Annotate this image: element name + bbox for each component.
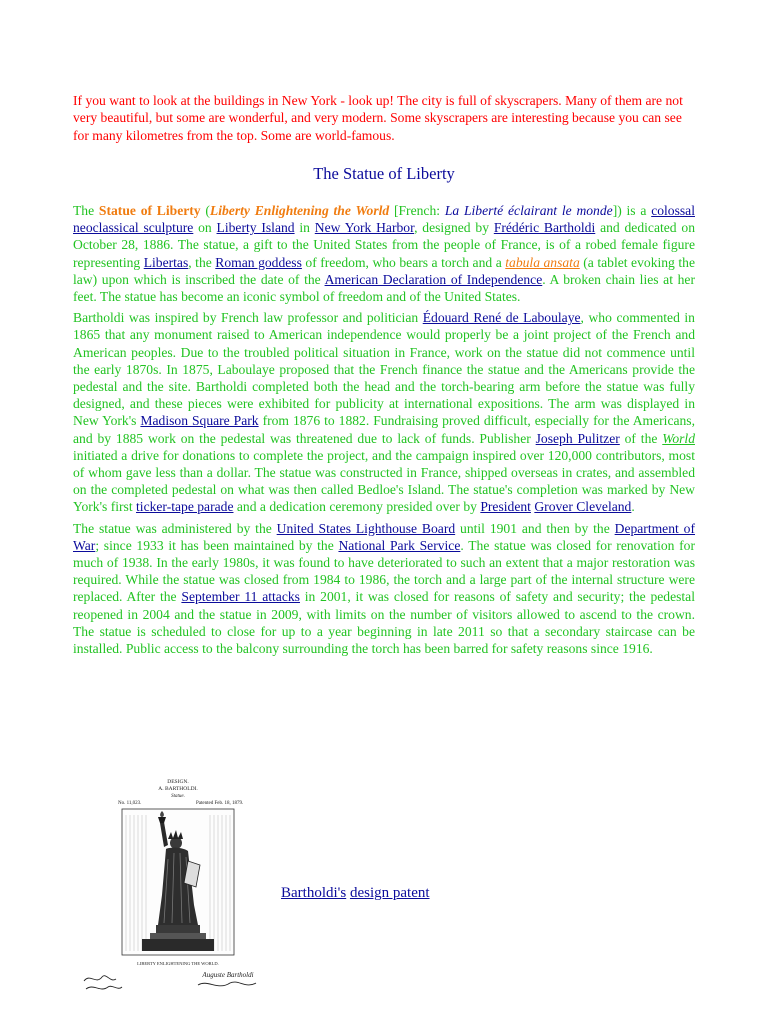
text: ]) is a — [612, 202, 652, 218]
text: . A broken chain lies at her feet. The statue has become an iconic symbol of freedom and of the United States. — [73, 271, 695, 304]
text: . The statue was closed for renovation for much of 1938. In the early 1980s, it was found to have deteriorated to such an extent that a major restoration was required. While the statue was closed from 1984 to 1986, the torch and a large part of the internal structure were replaced. After the — [73, 537, 695, 605]
attorney-signature — [198, 982, 256, 986]
paragraph-1 — [73, 202, 695, 305]
text: until 1901 and then by the — [455, 520, 615, 536]
paragraph-3 — [73, 520, 695, 658]
text: on — [193, 220, 217, 236]
image-caption — [281, 885, 430, 902]
text: ( — [200, 202, 210, 218]
french-name: La Liberté éclairant le monde — [444, 202, 613, 218]
link-lighthouse-board[interactable]: United States Lighthouse Board — [276, 520, 456, 536]
patent-header-1: DESIGN. — [167, 779, 189, 785]
page-title: The Statue of Liberty — [313, 163, 455, 183]
text: , who commented in 1865 that any monument raised to American independence would properly be a joint project of the French and American peoples. Due to the troubled political situation in France, work on the statue did not commence until the early 1870s. In 1875, Laboulaye proposed that the French finance the statue and the Americans provide the pedestal and the site. Bartholdi completed both the head and the torch-bearing arm before the statue was fully designed, and these pieces were exhibited for publicity at international expositions. The arm was displayed in New York's — [73, 310, 695, 429]
text: in 2001, it was closed for reasons of safety and security; the pedestal reopened in 2004 and the statue in 2009, with limits on the number of visitors allowed to ascend to the crown. The statue is scheduled to close for up to a year beginning in late 2011 so that a secondary staircase can be installed. Public access to the balcony surrounding the torch has been barred for safety reasons since 1916. — [73, 589, 695, 656]
text: [French: — [389, 202, 445, 218]
text: The — [73, 202, 99, 218]
text: and a dedication ceremony presided over by — [233, 499, 481, 515]
text: The statue was administered by the — [73, 520, 277, 536]
text: , the — [188, 254, 216, 270]
link-laboulaye[interactable]: Édouard René de Laboulaye — [422, 310, 581, 326]
patent-header-2: A. BARTHOLDI. — [158, 786, 198, 792]
link-libertas[interactable]: Libertas — [143, 254, 189, 270]
alt-name-bold-italic: Liberty Enlightening the World — [209, 202, 390, 218]
link-roman-goddess[interactable]: Roman goddess — [215, 254, 302, 270]
link-ticker-tape-parade[interactable]: ticker-tape parade — [136, 499, 234, 515]
patent-header-3: Statue. — [171, 794, 185, 799]
link-design-patent[interactable]: design patent — [349, 885, 430, 901]
link-declaration-of-independence[interactable]: American Declaration of Independence — [324, 271, 543, 287]
link-president[interactable]: President — [480, 499, 531, 515]
link-joseph-pulitzer[interactable]: Joseph Pulitzer — [535, 430, 620, 446]
link-frederic-bartholdi[interactable]: Frédéric Bartholdi — [493, 220, 596, 236]
text: Bartholdi was inspired by French law professor and politician — [73, 310, 423, 326]
paragraph-2 — [73, 309, 695, 515]
patent-date: Patented Feb. 18, 1879. — [196, 801, 244, 806]
patent-number: No. 11,023. — [118, 801, 142, 806]
text: , designed by — [414, 220, 494, 236]
witness-signatures — [84, 976, 122, 989]
link-world[interactable]: World — [662, 430, 695, 446]
text: (a tablet evoking the law) upon which is inscribed the date of the — [73, 254, 695, 287]
link-grover-cleveland[interactable]: Grover Cleveland — [534, 499, 632, 515]
text: of the — [619, 430, 663, 446]
patent-bottom-label: LIBERTY ENLIGHTENING THE WORLD. — [137, 961, 219, 966]
text: of freedom, who bears a torch and a — [301, 254, 506, 270]
intro-paragraph: If you want to look at the buildings in New York - look up! The city is full of skyscrapers. Many of them are not very beautiful, but some are wonderful, and very modern. Some skyscrapers are interesting because you can see for many kilometres from the top. Some are world-famous. — [73, 93, 683, 143]
link-colossal[interactable]: colossal — [651, 202, 695, 218]
link-department-of-war[interactable]: Department of War — [73, 520, 695, 553]
article — [73, 92, 695, 657]
text: and dedicated on October 28, 1886. The statue, a gift to the United States from the people of France, is of a robed female figure representing — [73, 220, 695, 270]
statue-name-bold: Statue of Liberty — [98, 202, 201, 218]
link-bartholdis[interactable]: Bartholdi's — [281, 885, 347, 901]
inventor-signature: Auguste Bartholdi — [202, 971, 254, 979]
text: from 1876 to 1882. Fundraising proved difficult, especially for the Americans, and by 1885 work on the pedestal was threatened due to lack of funds. Publisher — [73, 413, 695, 446]
text: . — [631, 499, 635, 515]
design-patent-image — [78, 775, 278, 1005]
text: initiated a drive for donations to complete the project, and the campaign inspired over 120,000 contributors, most of whom gave less than a dollar. The statue was constructed in France, shipped overseas in crates, and assembled on the completed pedestal on what was then called Bedloe's Island. The statue's completion was marked by New York's first — [73, 447, 695, 515]
link-liberty-island[interactable]: Liberty Island — [216, 220, 295, 236]
link-tabula-ansata[interactable]: tabula ansata — [505, 254, 580, 270]
link-september-11-attacks[interactable]: September 11 attacks — [181, 589, 300, 605]
link-national-park-service[interactable]: National Park Service — [338, 537, 461, 553]
text: ; since 1933 it has been maintained by the — [95, 537, 339, 553]
link-madison-square-park[interactable]: Madison Square Park — [140, 413, 259, 429]
link-new-york-harbor[interactable]: New York Harbor — [314, 220, 415, 236]
link-neoclassical-sculpture[interactable]: neoclassical sculpture — [73, 220, 194, 236]
text: in — [294, 220, 315, 236]
